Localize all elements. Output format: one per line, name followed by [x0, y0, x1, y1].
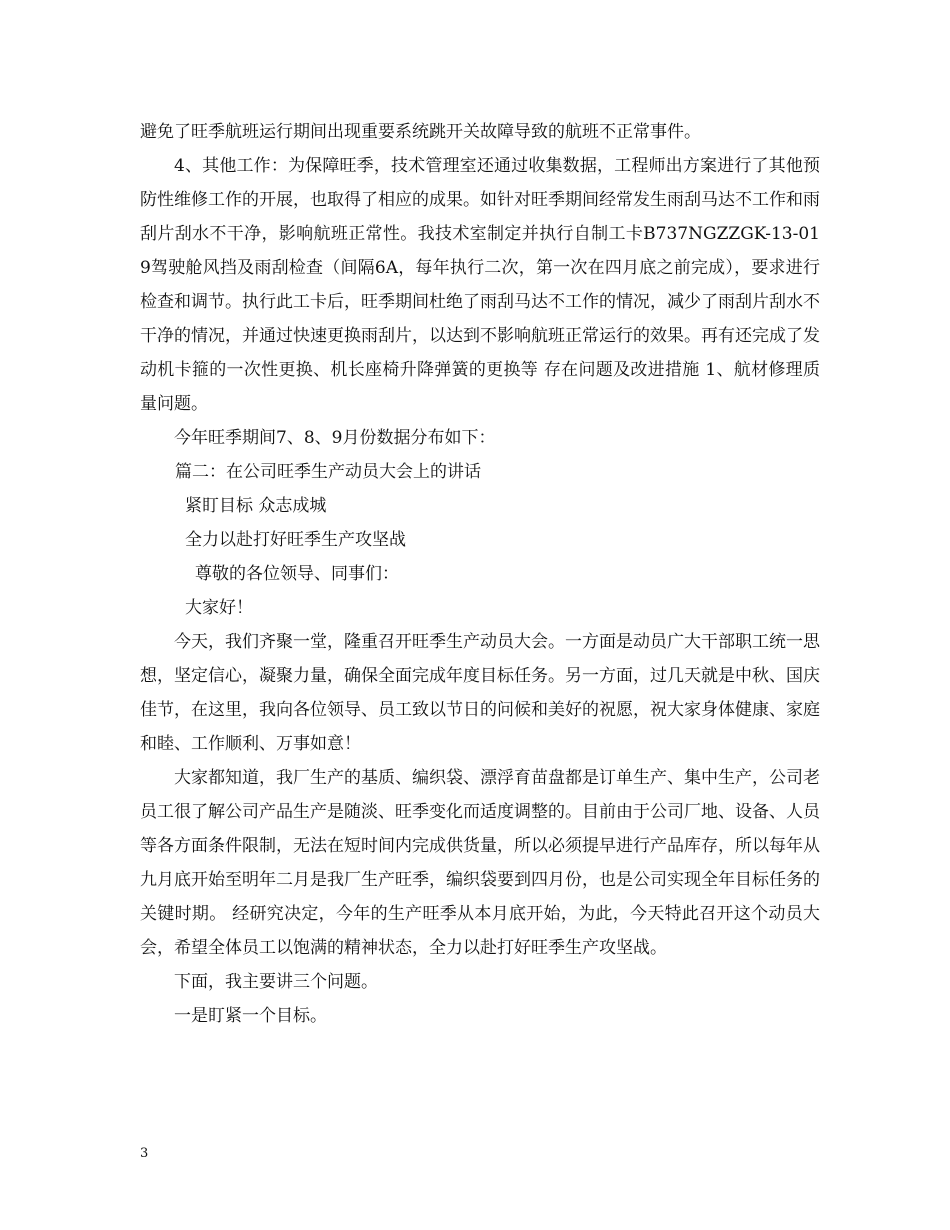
paragraph-first-issue: 一是盯紧一个目标。	[174, 1006, 327, 1026]
paragraph-data-distribution: 今年旺季期间7、8、9月份数据分布如下：	[174, 428, 496, 448]
speech-title-line-1: 紧盯目标 众志成城	[185, 496, 327, 516]
paragraph-production-season: 大家都知道，我厂生产的基质、编织袋、漂浮育苗盘都是订单生产、集中生产，公司老员工很了解公司产品生产是随淡、旺季变化而适度调整的。目前由于公司厂地、设备、人员等各方面条件限制，无法在短时间内完成供货量，所以必须提早进行产品库存，所以每年从九月底开始至明年二月是我厂生产旺季，编织袋要到四月份，也是公司实现全年目标任务的关键时期。 经研究决定，今年的生产旺季从本月底开始，为此，今天特此召开这个动员大会，希望全体员工以饱满的精神状态，全力以赴打好旺季生产攻坚战。	[140, 768, 820, 958]
paragraph-opening: 今天，我们齐聚一堂，隆重召开旺季生产动员大会。一方面是动员广大干部职工统一思想，坚定信心，凝聚力量，确保全面完成年度目标任务。另一方面，过几天就是中秋、国庆佳节，在这里，我向各位领导、员工致以节日的问候和美好的祝愿，祝大家身体健康、家庭和睦、工作顺利、万事如意！	[140, 632, 820, 754]
greeting: 大家好！	[185, 598, 253, 618]
page-number: 3	[140, 1146, 149, 1161]
speech-title-line-2: 全力以赴打好旺季生产攻坚战	[185, 530, 406, 550]
paragraph-three-issues: 下面，我主要讲三个问题。	[174, 972, 378, 992]
paragraph-continuation: 避免了旺季航班运行期间出现重要系统跳开关故障导致的航班不正常事件。	[140, 122, 701, 142]
document-body	[140, 115, 820, 1033]
salutation: 尊敬的各位领导、同事们：	[195, 564, 399, 584]
paragraph-other-work: 4、其他工作：为保障旺季，技术管理室还通过收集数据，工程师出方案进行了其他预防性维修工作的开展，也取得了相应的成果。如针对旺季期间经常发生雨刮马达不工作和雨刮片刮水不干净，影响航班正常性。我技术室制定并执行自制工卡B737NGZZGK-13-019驾驶舱风挡及雨刮检查（间隔6A，每年执行二次，第一次在四月底之前完成），要求进行检查和调节。执行此工卡后，旺季期间杜绝了雨刮马达不工作的情况，减少了雨刮片刮水不干净的情况，并通过快速更换雨刮片，以达到不影响航班正常运行的效果。再有还完成了发动机卡箍的一次性更换、机长座椅升降弹簧的更换等 存在问题及改进措施 1、航材修理质量问题。	[140, 156, 820, 414]
section-heading-part-two: 篇二：在公司旺季生产动员大会上的讲话	[175, 462, 481, 482]
